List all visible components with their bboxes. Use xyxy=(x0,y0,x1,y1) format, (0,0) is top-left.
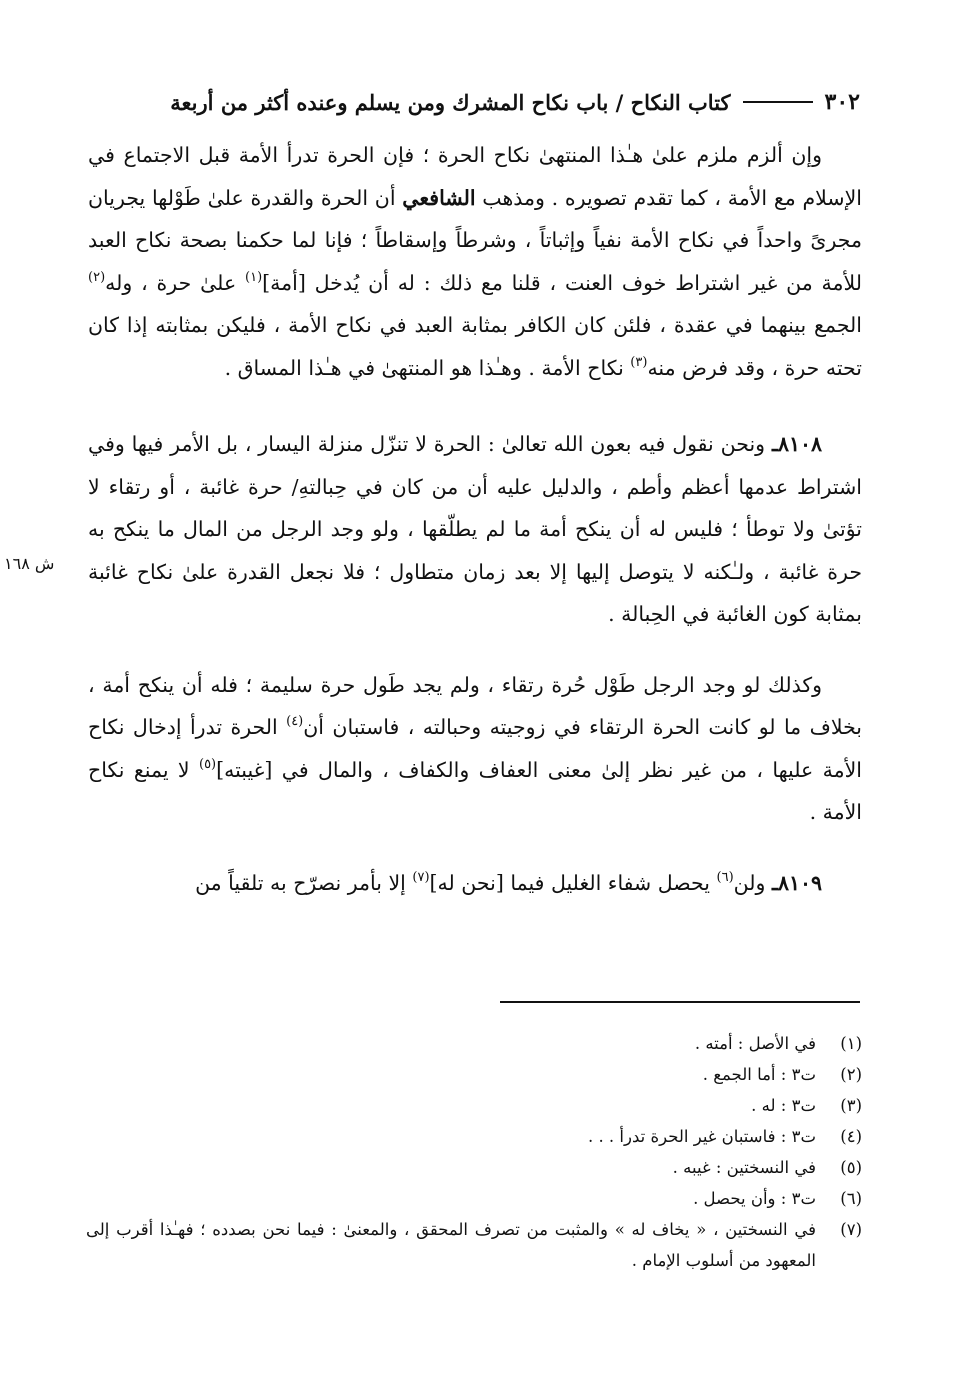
footnote-item xyxy=(86,1214,862,1276)
footnote-text: في النسختين : غيبه . xyxy=(672,1158,816,1177)
paragraph-8108 xyxy=(88,423,862,636)
footnote-item xyxy=(86,1090,862,1121)
text-run: يحصل شفاء الغليل فيما [نحن له] xyxy=(429,870,717,895)
page-number: ٣٠٢ xyxy=(824,89,860,115)
running-title: كتاب النكاح / باب نكاح المشرك ومن يسلم وعنده أكثر من أربعة xyxy=(170,89,731,115)
running-header xyxy=(88,82,860,122)
text-run: ونحن نقول فيه بعون الله تعالىٰ : الحرة لا تنزّل منزلة اليسار ، بل الأمر فيها وفي اشتراط عدمها أعظم وأطم ، والدليل عليه أن من كان في حِبالتهِ/ حرة غائبة ، أو رتقاء لا تؤتىٰ ولا توطأ ؛ فليس له أن ينكح أمة ما لم يطلّقها ، ولو وجد الرجل من المال ما ينكح به حرة غائبة ، ولـٰكنه لا يتوصل إليها إلا بعد زمان متطاول ؛ فلا نجعل القدرة علىٰ نكاح غائبة بمثابة كون الغائبة في الحِبالة . xyxy=(88,432,862,626)
text-run: الجمع بينهما في عقدة ، فلئن كان الكافر بمثابة العبد في نكاح الأمة ، فليكن بمثابته إذا كان تحته حرة ، وقد فرض منه xyxy=(88,313,862,380)
text-run: ولن xyxy=(733,870,772,895)
paragraph-1 xyxy=(88,134,862,389)
footnote-ref[interactable]: (٢) xyxy=(88,269,106,285)
footnote-text: في النسختين ، « يخاف له » والمثبت من تصرف المحقق ، والمعنىٰ : فيما نحن بصدده ؛ فهـٰذا أقرب إلى المعهود من أسلوب الإمام . xyxy=(86,1220,816,1270)
text-run-bold: الشافعي xyxy=(402,185,476,210)
footnotes xyxy=(86,1028,862,1276)
text-run: وإن ألزم ملزم علىٰ هـٰذا المنتهىٰ نكاح الحرة ؛ فإن الحرة تدرأ الأمة قبل الاجتماع في الإسلام مع الأمة ، كما تقدم تصويره . ومذهب xyxy=(88,143,862,210)
footnote-item xyxy=(86,1121,862,1152)
footnote-item xyxy=(86,1059,862,1090)
footnote-text: ت٣ : فاستبان غير الحرة تدرأ . . . xyxy=(587,1127,816,1146)
footnote-text: ت٣ : وأن يحصل . xyxy=(693,1189,816,1208)
paragraph-3 xyxy=(88,664,862,834)
paragraph-8109 xyxy=(88,862,862,905)
footnote-separator xyxy=(500,1001,860,1003)
footnote-item xyxy=(86,1152,862,1183)
text-run: أن الحرة والقدرة علىٰ طَوْلها يجريان مجرىً واحداً في نكاح الأمة نفياً وإثباتاً ، وشرطاً وإسقاطاً ؛ فإنا لما حكمنا بصحة نكاح العبد للأمة من غير اشتراط خوف العنت ، قلنا مع ذلك : له أن يُدخل [أمة] xyxy=(88,185,862,295)
footnote-ref[interactable]: (٣) xyxy=(630,354,648,370)
text-run: علىٰ حرة ، وله xyxy=(105,270,246,295)
footnote-mark: (١) xyxy=(840,1034,862,1053)
section-number: ٨١٠٨ـ xyxy=(771,432,822,456)
text-run: وكذلك لو وجد الرجل طَوْل حُرة رتقاء ، ولم يجد طَول حرة سليمة ؛ فله أن ينكح أمة ، بخلاف ما لو كانت الحرة الرتقاء في زوجيته وحبالته ، فاستبان أن xyxy=(88,672,863,739)
text-run: نكاح الأمة . وهـٰذا هو المنتهىٰ في هـٰذا المساق . xyxy=(224,355,631,380)
text-run: إلا بأمر نصرّح به تلقياً من xyxy=(195,870,413,895)
footnote-ref[interactable]: (١) xyxy=(245,269,263,285)
footnote-mark: (٤) xyxy=(840,1127,862,1146)
text-run: الحرة تدرأ إدخال نكاح الأمة عليها ، من غير نظر إلىٰ معنى العفاف والكفاف ، والمال في [غيبته] xyxy=(88,715,862,782)
manuscript-folio-note: ش ١٦٨ xyxy=(4,554,55,573)
footnote-mark: (٧) xyxy=(840,1220,862,1239)
footnote-text: ت٣ : له . xyxy=(751,1096,816,1115)
footnote-text: في الأصل : أمته . xyxy=(694,1034,816,1053)
main-text xyxy=(88,134,862,904)
footnote-text: ت٣ : أما الجمع . xyxy=(702,1065,816,1084)
footnote-mark: (٣) xyxy=(840,1096,862,1115)
header-dash xyxy=(743,101,813,103)
footnote-ref[interactable]: (٦) xyxy=(716,869,734,885)
footnote-ref[interactable]: (٥) xyxy=(198,756,217,772)
footnote-mark: (٦) xyxy=(840,1189,862,1208)
text-run: لا يمنع نكاح الأمة . xyxy=(88,757,862,824)
footnote-ref[interactable]: (٤) xyxy=(286,714,304,729)
section-number: ٨١٠٩ـ xyxy=(771,870,822,895)
footnote-mark: (٢) xyxy=(840,1065,862,1084)
footnote-mark: (٥) xyxy=(840,1158,862,1177)
footnote-item xyxy=(86,1183,862,1214)
footnote-item xyxy=(86,1028,862,1059)
footnote-ref[interactable]: (٧) xyxy=(412,869,430,885)
